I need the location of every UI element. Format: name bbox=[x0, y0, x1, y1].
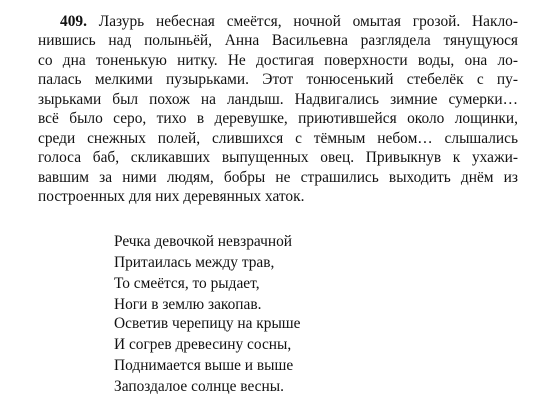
paragraph-line bbox=[38, 12, 518, 31]
poem-line: Речка девочкой невзрачной bbox=[114, 233, 293, 250]
paragraph-line: голоса баб, скликавших выпущенных овец. Привыкнув к ухажи- bbox=[38, 149, 518, 167]
poem-line: И согрев древесину сосны, bbox=[114, 336, 292, 353]
paragraph-line: всё было серо, тихо в деревушке, приютившейся около лощинки, bbox=[38, 110, 518, 128]
poem-line: Запоздалое солнце весны. bbox=[114, 378, 284, 395]
paragraph-line: зырьками был похож на ландыш. Надвигались зимние сумерки… bbox=[38, 90, 518, 108]
paragraph-line: вавшим за ними людям, бобры не страшились выходить днём из bbox=[38, 168, 518, 186]
poem-line: То смеётся, то рыдает, bbox=[114, 275, 260, 292]
poem-stanza-1 bbox=[114, 231, 292, 315]
paragraph-line: среди снежных полей, слившихся с тёмным небом… слышались bbox=[38, 129, 518, 147]
poem-line: Ноги в землю закопав. bbox=[114, 296, 262, 313]
paragraph-line: построенных для них деревянных хаток. bbox=[38, 188, 305, 206]
exercise-paragraph bbox=[38, 12, 518, 207]
paragraph-line: со дна тоненькую нитку. Не достигая поверхности воды, она ло- bbox=[38, 51, 518, 69]
poem-line: Притаилась между трав, bbox=[114, 254, 275, 271]
paragraph-line: палась мелкими пузырьками. Этот тонюсенький стебелёк с пу- bbox=[38, 71, 518, 89]
exercise-text bbox=[38, 12, 518, 207]
poem-line: Поднимается выше и выше bbox=[114, 357, 294, 374]
paragraph-line: нившись над полыньёй, Анна Васильевна разглядела тянущуюся bbox=[38, 32, 518, 50]
poem-line: Осветив черепицу на крыше bbox=[114, 315, 301, 332]
exercise-number: 409. bbox=[60, 13, 87, 30]
poem-stanza-2 bbox=[114, 313, 301, 397]
paragraph-line-text: Лазурь небесная смеётся, ночной омытая грозой. Накло- bbox=[98, 13, 518, 30]
